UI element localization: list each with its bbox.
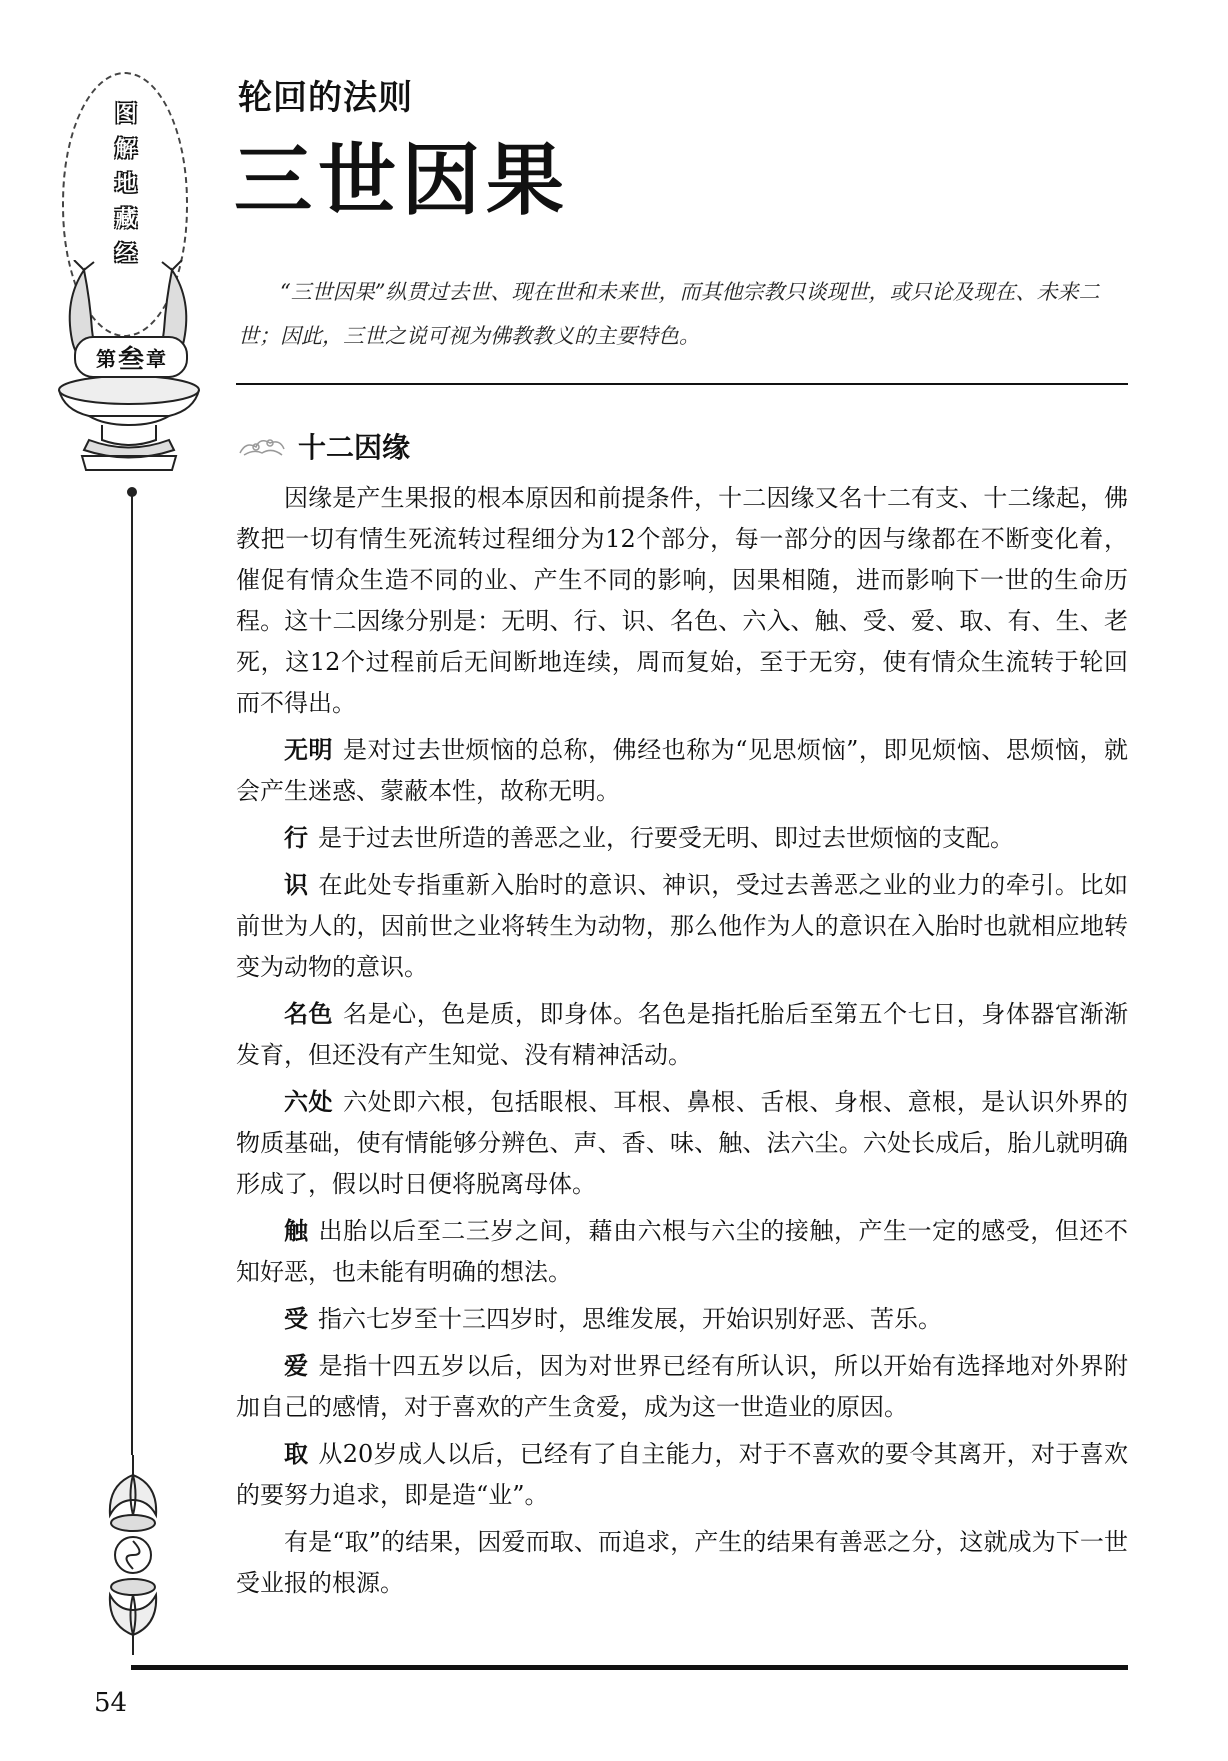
chapter-prefix: 第 <box>95 346 116 371</box>
cloud-ornament-icon <box>236 433 288 459</box>
paragraph <box>236 1522 1128 1604</box>
paragraph <box>236 818 1128 859</box>
paragraph <box>236 994 1128 1076</box>
sidebar-book-title <box>109 102 143 268</box>
paragraph <box>236 1211 1128 1293</box>
paragraph-text: 从20岁成人以后，已经有了自主能力，对于不喜欢的要令其离开，对于喜欢的要努力追求，即是造“业”。 <box>236 1440 1129 1509</box>
page-kicker: 轮回的法则 <box>238 78 413 118</box>
paragraph <box>236 1434 1128 1516</box>
paragraph <box>236 1299 1128 1340</box>
paragraph <box>236 865 1128 988</box>
paragraph-text: 出胎以后至二三岁之间，藉由六根与六尘的接触，产生一定的感受，但还不知好恶，也未能有明确的想法。 <box>236 1217 1128 1286</box>
paragraph-text: 因缘是产生果报的根本原因和前提条件，十二因缘又名十二有支、十二缘起，佛教把一切有情生死流转过程细分为12个部分，每一部分的因与缘都在不断变化着，催促有情众生造不同的业、产生不同的影响，因果相随，进而影响下一世的生命历程。这十二因缘分别是：无明、行、识、名色、六入、触、受、爱、取、有、生、老死，这12个过程前后无间断地连续，周而复始，至于无穷，使有情众生流转于轮回而不得出。 <box>236 484 1128 717</box>
body-text <box>236 478 1128 1610</box>
page-title: 三世因果 <box>234 136 571 226</box>
sidebar-title-char: 解 <box>114 137 137 162</box>
chapter-badge <box>74 336 188 378</box>
paragraph-text: 六处即六根，包括眼根、耳根、鼻根、舌根、身根、意根，是认识外界的物质基础，使有情能够分辨色、声、香、味、触、法六尘。六处长成后，胎儿就明确形成了，假以时日便将脱离母体。 <box>236 1088 1129 1198</box>
page-number: 54 <box>94 1688 128 1718</box>
sidebar-title-char: 经 <box>114 242 137 267</box>
footer-rule <box>131 1665 1128 1670</box>
paragraph-text: 名是心，色是质，即身体。名色是指托胎后至第五个七日，身体器官渐渐发育，但还没有产生知觉、没有精神活动。 <box>236 1000 1129 1069</box>
paragraph-term: 六处 <box>284 1088 334 1116</box>
paragraph <box>236 478 1128 724</box>
paragraph-text: 是指十四五岁以后，因为对世界已经有所认识，所以开始有选择地对外界附加自己的感情，对于喜欢的产生贪爱，成为这一世造业的原因。 <box>236 1352 1128 1421</box>
paragraph-text: 在此处专指重新入胎时的意识、神识，受过去善恶之业的业力的牵引。比如前世为人的，因前世之业将转生为动物，那么他作为人的意识在入胎时也就相应地转变为动物的意识。 <box>236 871 1128 981</box>
paragraph-text: 是于过去世所造的善恶之业，行要受无明、即过去世烦恼的支配。 <box>318 824 1014 852</box>
paragraph-text: 指六七岁至十三四岁时，思维发展，开始识别好恶、苦乐。 <box>318 1305 942 1333</box>
chapter-number: 叁 <box>117 344 144 375</box>
fish-ornament-icon <box>44 260 214 500</box>
header-divider <box>236 383 1128 385</box>
paragraph <box>236 730 1128 812</box>
sidebar-title-char: 图 <box>114 102 137 127</box>
intro-paragraph: “三世因果”纵贯过去世、现在世和未来世，而其他宗教只谈现世，或只论及现在、未来二世；因此，三世之说可视为佛教教义的主要特色。 <box>238 280 1100 348</box>
paragraph-term: 受 <box>284 1305 308 1333</box>
paragraph-term: 触 <box>284 1217 309 1245</box>
sidebar-title-char: 藏 <box>114 207 137 232</box>
vajra-icon <box>98 1455 168 1655</box>
paragraph-term: 爱 <box>284 1352 309 1380</box>
sidebar-title-char: 地 <box>114 172 137 197</box>
paragraph-term: 无明 <box>284 736 334 764</box>
sidebar-vertical-rule <box>131 495 133 1455</box>
paragraph-term: 取 <box>284 1440 309 1468</box>
section-heading-text: 十二因缘 <box>298 431 411 464</box>
paragraph-term: 识 <box>284 871 309 899</box>
paragraph-term: 行 <box>284 824 308 852</box>
paragraph-text: 有是“取”的结果，因爱而取、而追求，产生的结果有善恶之分，这就成为下一世受业报的根源。 <box>236 1528 1128 1597</box>
paragraph-text: 是对过去世烦恼的总称，佛经也称为“见思烦恼”，即见烦恼、思烦恼，就会产生迷惑、蒙蔽本性，故称无明。 <box>236 736 1128 805</box>
paragraph-term: 名色 <box>284 1000 334 1028</box>
paragraph <box>236 1346 1128 1428</box>
chapter-suffix: 章 <box>146 346 166 371</box>
section-heading <box>236 426 410 466</box>
paragraph <box>236 1082 1128 1205</box>
